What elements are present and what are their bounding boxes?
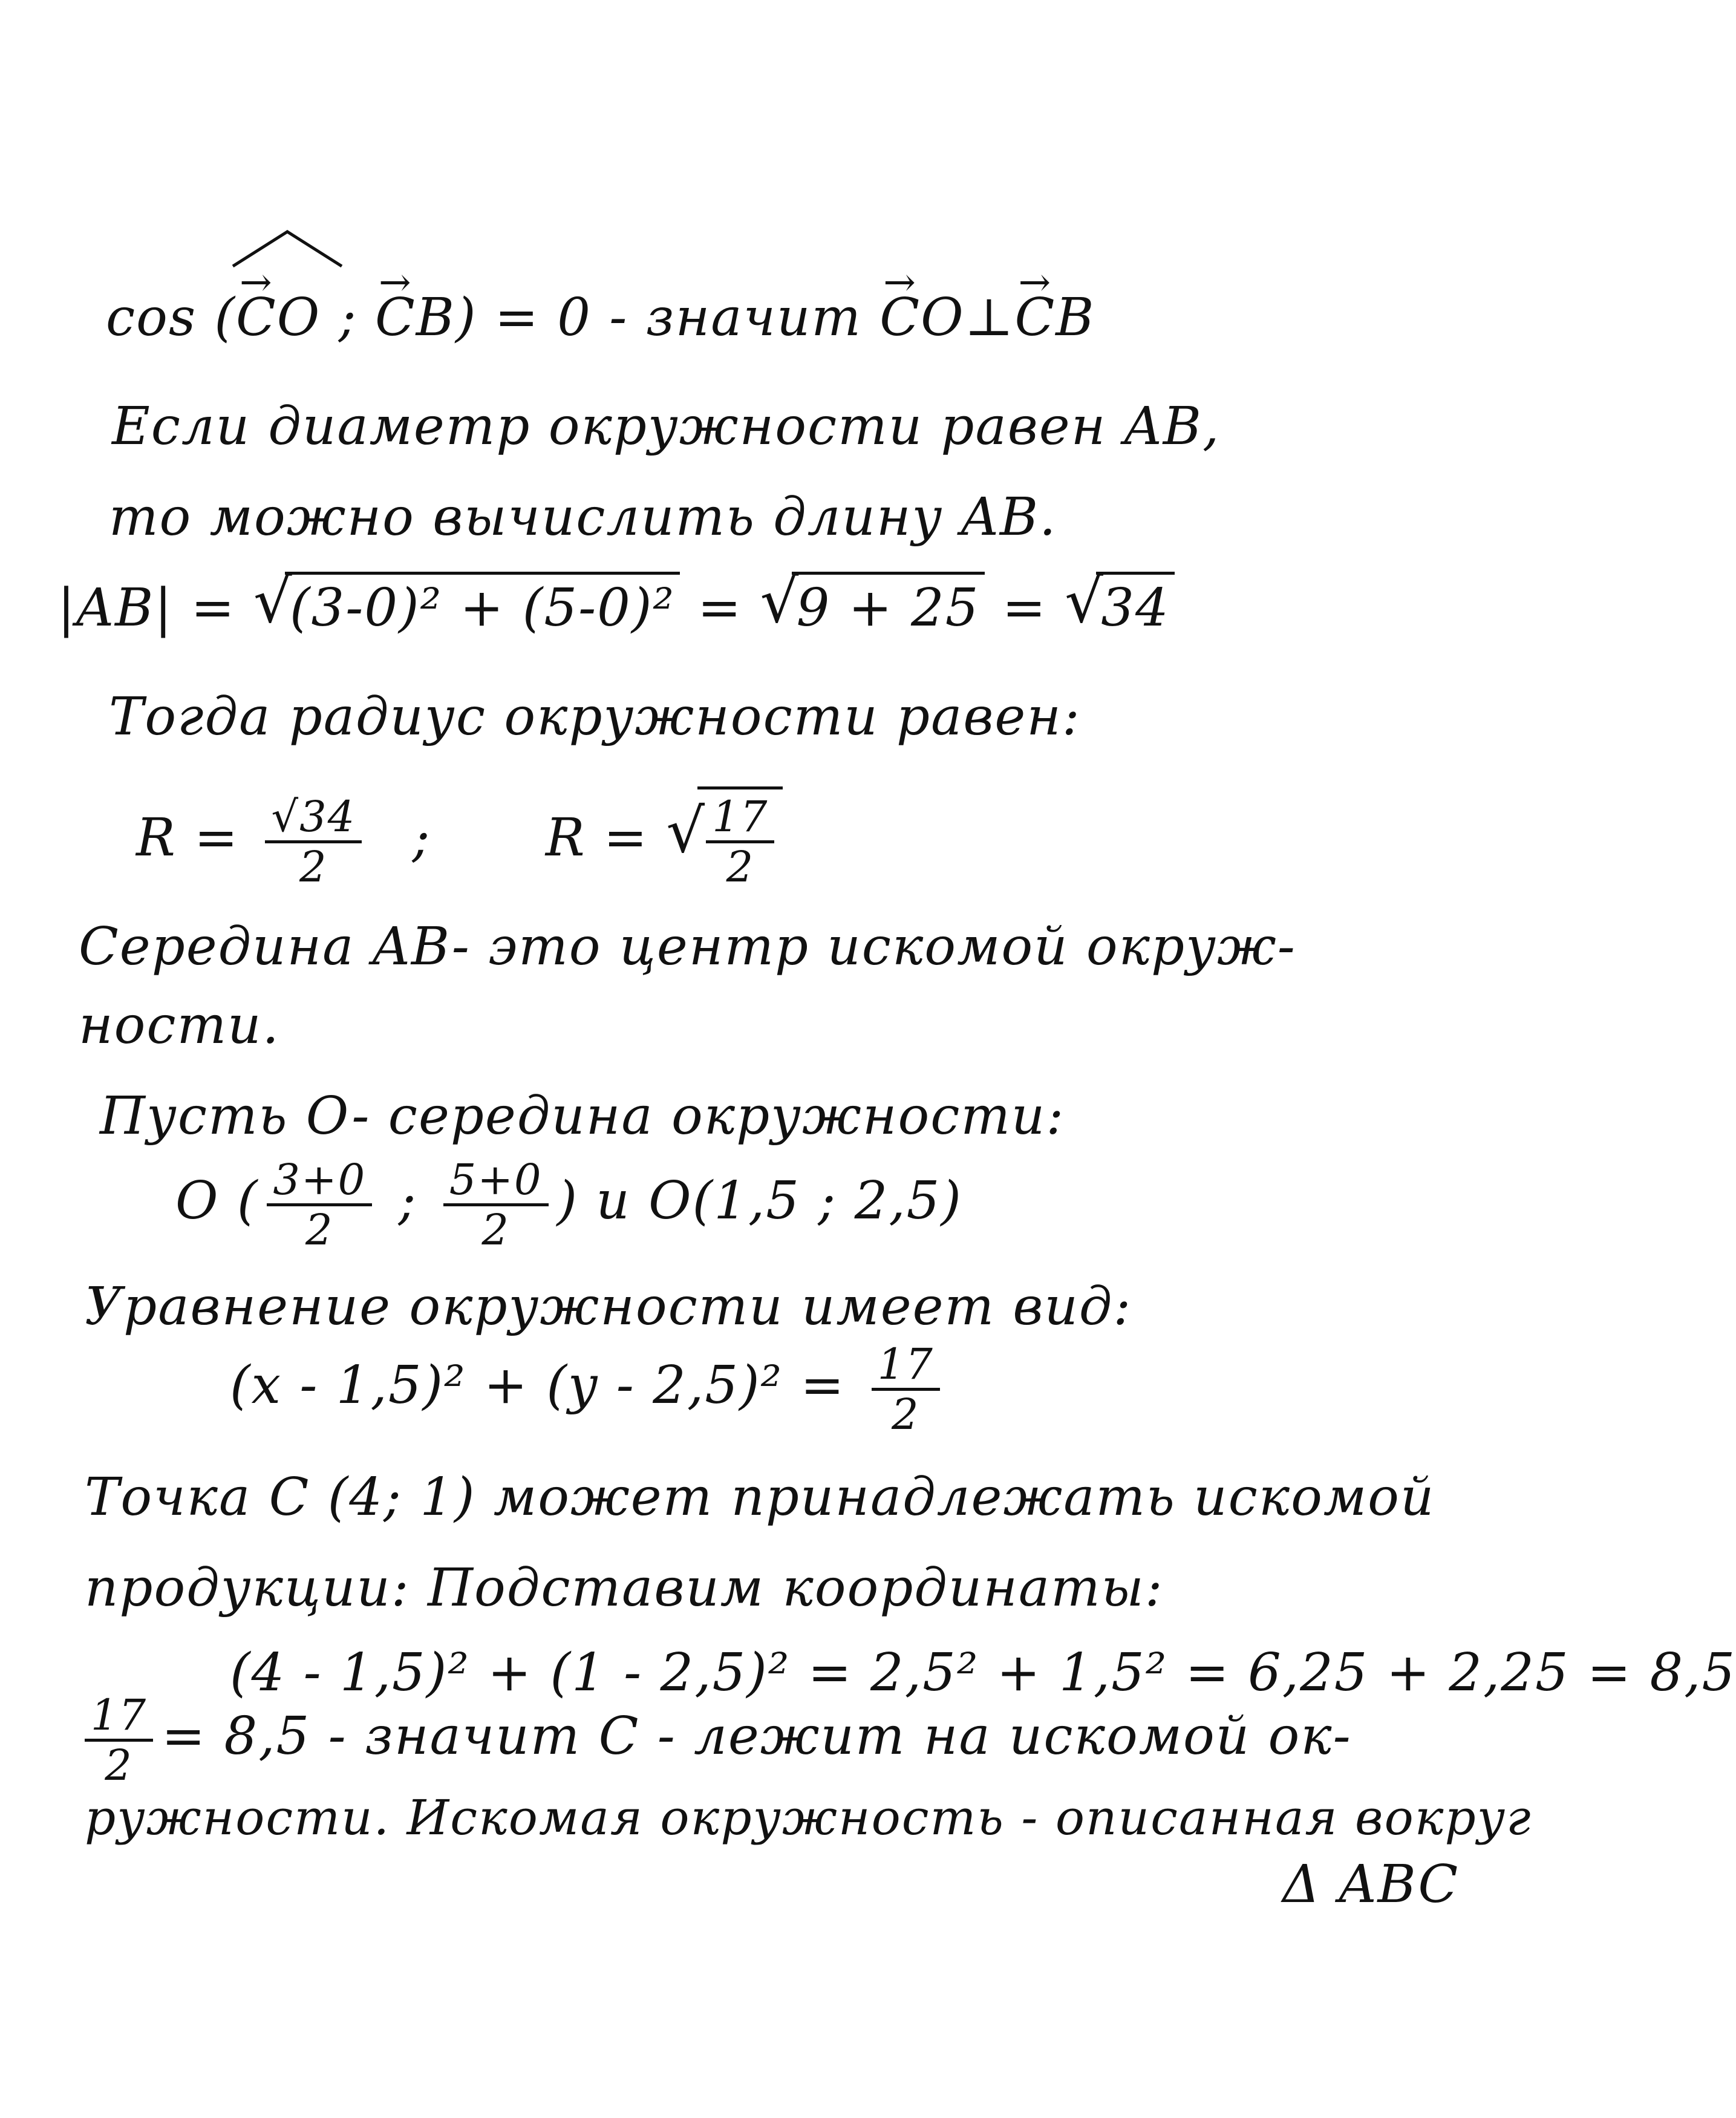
vector-cb-2: → CB bbox=[1014, 284, 1095, 351]
text-line-substitute: продукции: Подставим координаты: bbox=[85, 1558, 1164, 1618]
cos-sep: ; bbox=[321, 287, 375, 348]
equation-frac bbox=[872, 1341, 940, 1438]
perp-symbol: ⊥ bbox=[964, 287, 1015, 348]
center-frac-1-den: 2 bbox=[305, 1205, 334, 1255]
equation-line bbox=[230, 1337, 948, 1438]
triangle-abc: Δ ABC bbox=[1282, 1854, 1460, 1915]
substitution-line: (4 - 1,5)² + (1 - 2,5)² = 2,5² + 1,5² = 6,25 + 2,25 = 8,5 bbox=[230, 1642, 1736, 1703]
final-frac bbox=[85, 1691, 153, 1789]
cos-suffix: ) = 0 - значит bbox=[455, 287, 880, 348]
final-frac-den: 2 bbox=[105, 1740, 133, 1790]
sqrt-2 bbox=[760, 572, 985, 641]
equation-frac-num: 17 bbox=[872, 1341, 940, 1391]
text-line-3: то можно вычислить длину AB. bbox=[109, 487, 1057, 547]
text-line-equation-intro: Уравнение окружности имеет вид: bbox=[85, 1276, 1132, 1337]
text-line-let-o: Пусть O- середина окружности: bbox=[100, 1086, 1065, 1146]
vector-co-2: → CO bbox=[879, 284, 964, 351]
radius-frac-2-num: √ 17 bbox=[706, 793, 774, 843]
radius-sqrt bbox=[666, 786, 783, 891]
sqrt-1 bbox=[253, 572, 680, 641]
center-open: O ( bbox=[175, 1171, 259, 1231]
radius-sqrt-rad bbox=[697, 786, 783, 891]
center-close: ) и O(1,5 ; 2,5) bbox=[556, 1171, 962, 1231]
radius-frac-1 bbox=[265, 793, 362, 891]
center-frac-2-den: 2 bbox=[481, 1205, 510, 1255]
text-line-2: Если диаметр окружности равен AB, bbox=[112, 396, 1221, 457]
conclusion-line bbox=[85, 1688, 1352, 1789]
cos-prefix: cos ( bbox=[106, 287, 236, 348]
ab-eq-2: = bbox=[984, 578, 1065, 638]
radius-frac-2-den: 2 bbox=[726, 842, 755, 892]
ab-eq-1: = bbox=[679, 578, 760, 638]
radius-lhs-2: R = bbox=[545, 808, 667, 868]
center-frac-2-num: 5+0 bbox=[443, 1156, 549, 1206]
sqrt-2-radicand: 9 + 25 bbox=[792, 572, 985, 641]
radius-frac-1-num: √34 bbox=[265, 793, 362, 843]
sqrt-1-radicand: (3-0)² + (5-0)² bbox=[285, 572, 680, 641]
center-frac-2 bbox=[443, 1156, 549, 1253]
radius-frac-1-den: 2 bbox=[299, 842, 328, 892]
conclusion-text: = 8,5 - значит C - лежит на искомой ок- bbox=[162, 1706, 1352, 1767]
final-frac-num: 17 bbox=[85, 1691, 153, 1742]
center-frac-1 bbox=[267, 1156, 372, 1253]
center-sep: ; bbox=[380, 1171, 435, 1231]
radius-lhs-1: R = bbox=[136, 808, 257, 868]
radius-frac-2 bbox=[706, 793, 774, 891]
radius-line bbox=[136, 786, 783, 891]
cosine-line bbox=[106, 284, 1095, 351]
vector-cb: → CB bbox=[375, 284, 455, 351]
center-frac-1-num: 3+0 bbox=[267, 1156, 372, 1206]
text-line-radius: Тогда радиус окружности равен: bbox=[109, 687, 1081, 747]
text-line-midpoint-2: ности. bbox=[79, 995, 280, 1056]
text-line-circumscribed: ружности. Искомая окружность - описанная вокруг bbox=[85, 1790, 1532, 1846]
equation-frac-den: 2 bbox=[891, 1390, 920, 1439]
vector-co: → CO bbox=[236, 284, 321, 351]
sqrt-3-radicand: 34 bbox=[1096, 572, 1174, 641]
text-line-point-c: Точка C (4; 1) может принадлежать искомой bbox=[85, 1467, 1435, 1528]
radius-sep: ; bbox=[394, 808, 449, 868]
ab-length-line bbox=[57, 572, 1175, 641]
ab-lhs: |AB| = bbox=[57, 578, 253, 638]
equation-lhs: (x - 1,5)² + (y - 2,5)² = bbox=[230, 1355, 863, 1416]
text-line-midpoint: Середина AB- это центр искомой окруж- bbox=[79, 917, 1296, 977]
sqrt-3 bbox=[1065, 572, 1174, 641]
center-line bbox=[175, 1152, 962, 1253]
